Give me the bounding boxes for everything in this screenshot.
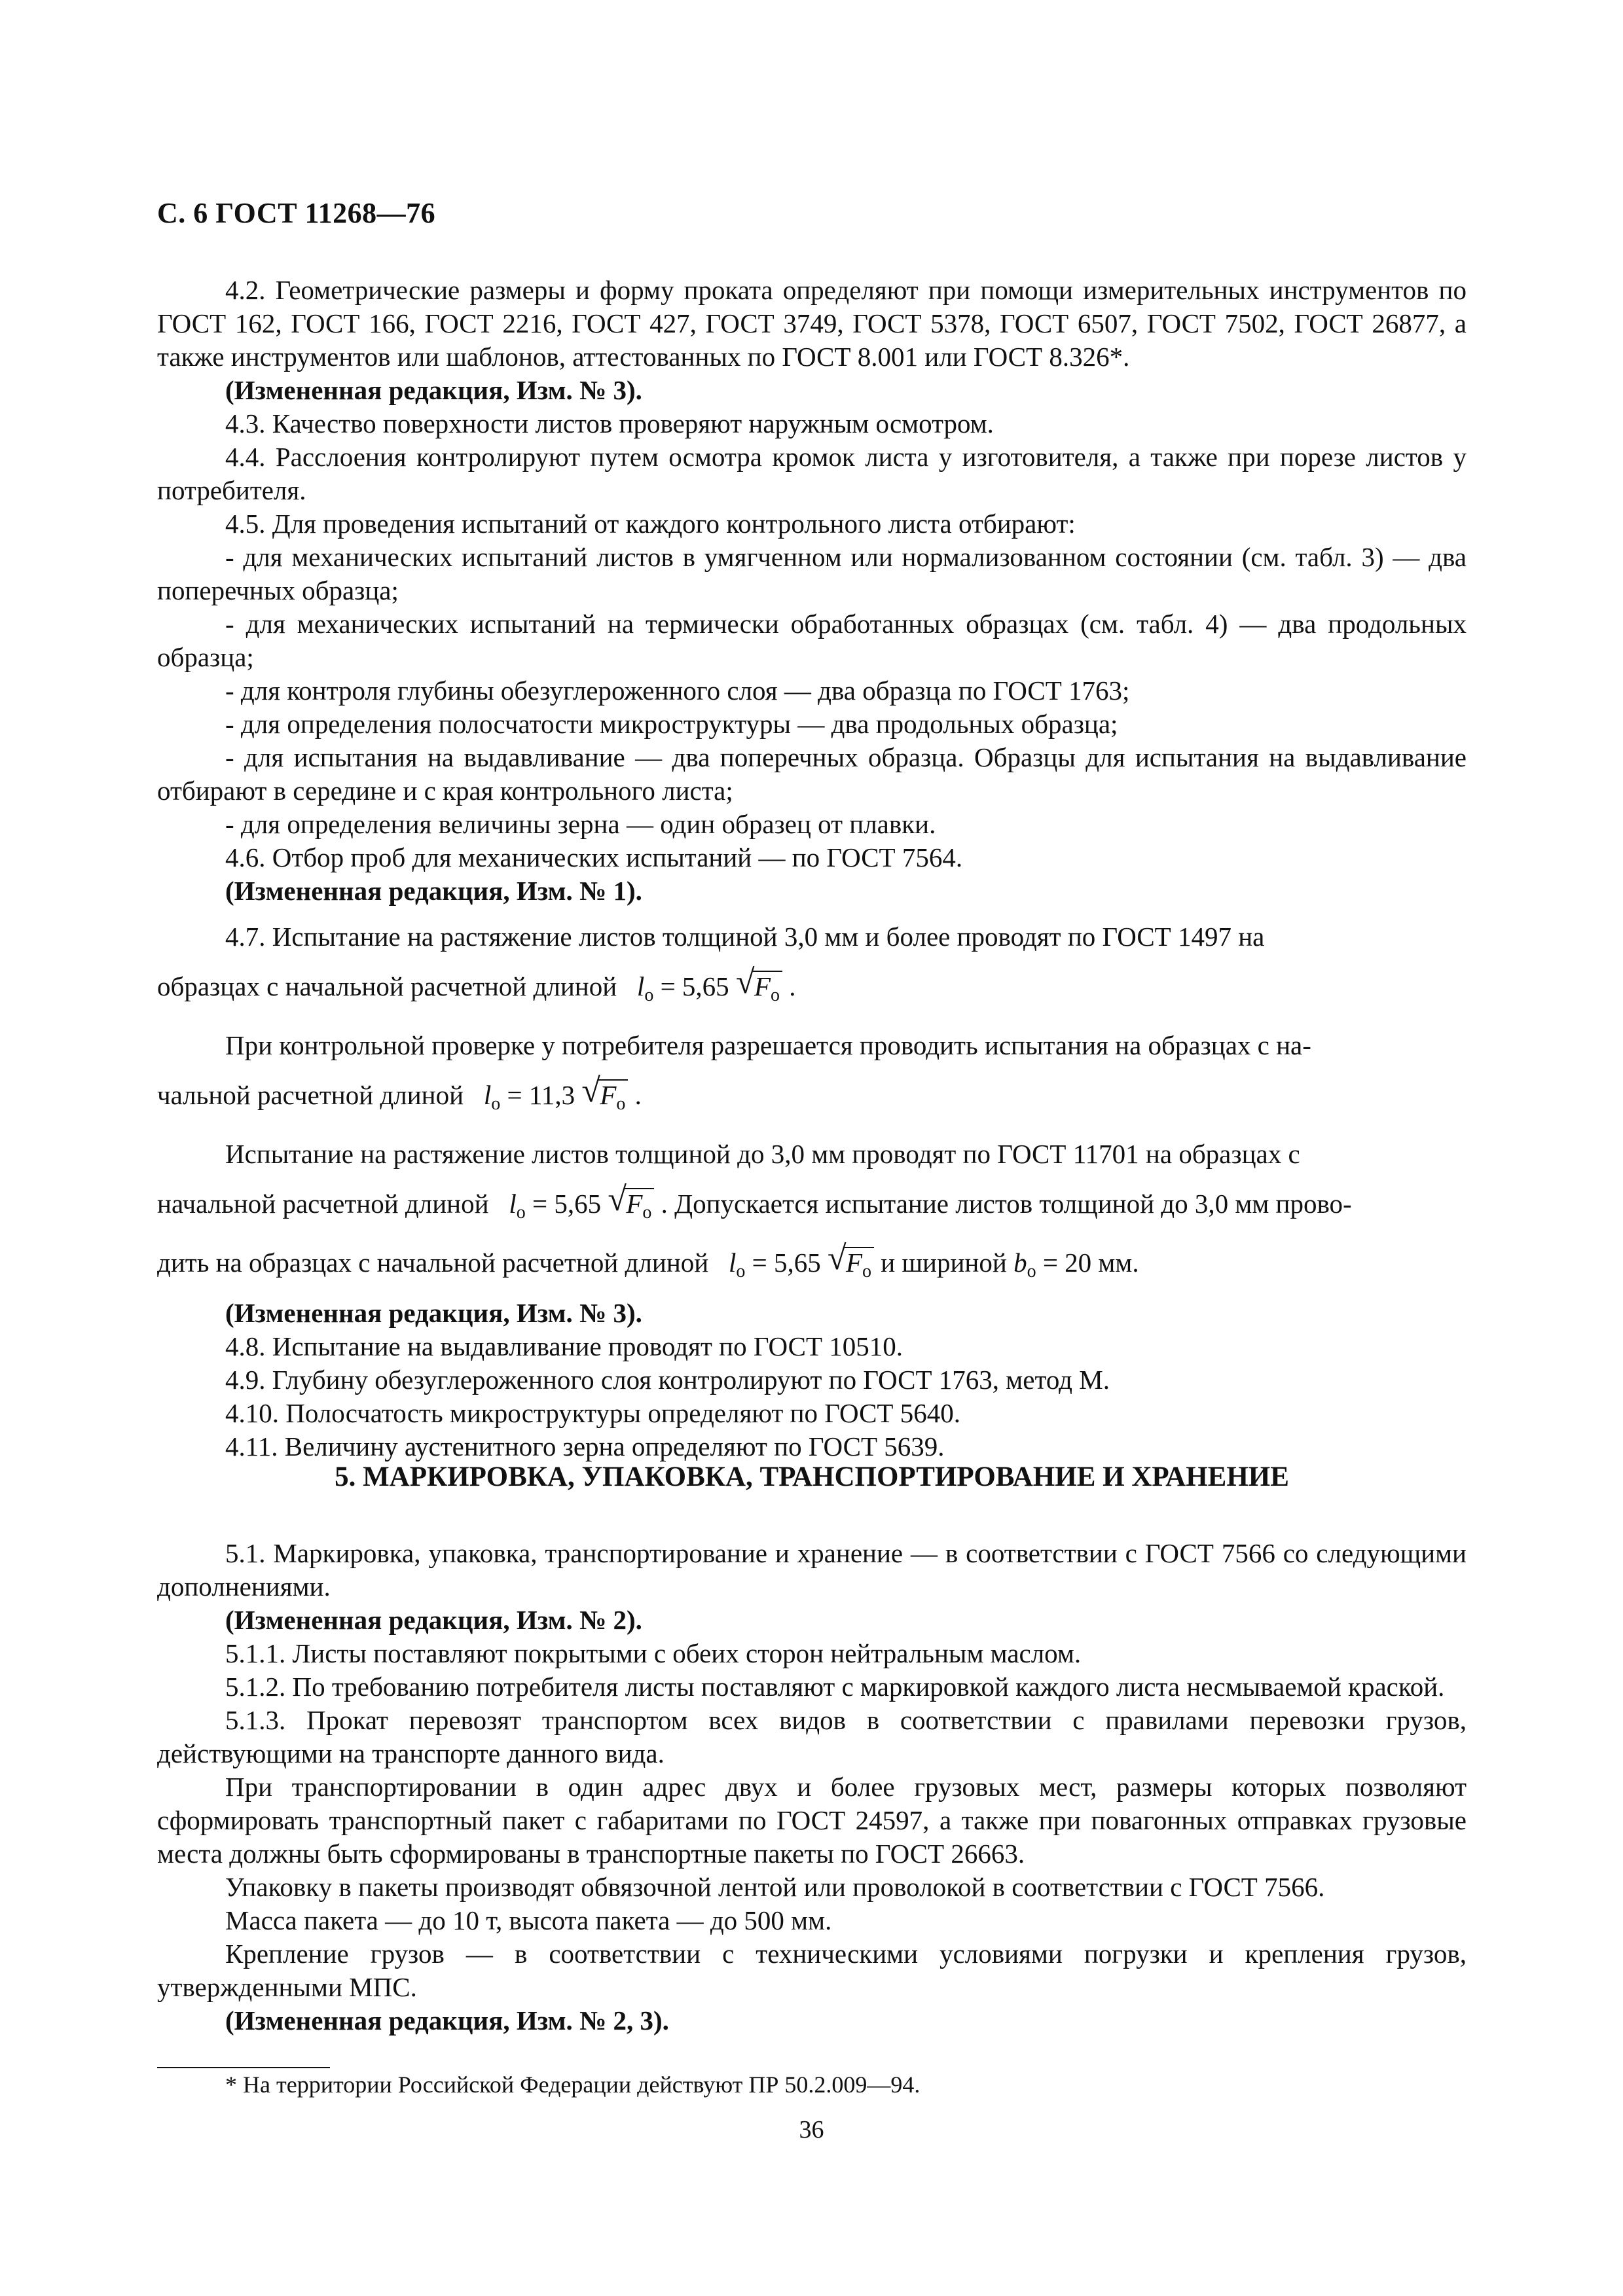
paragraph-5-1-1: 5.1.1. Листы поставляют покрытыми с обеих сторон нейтральным маслом. [225,1638,1082,1668]
formula-value: = 11,3 [500,1080,582,1110]
formula-symbol: F [845,1247,863,1278]
section-5-body [157,1537,1467,2037]
formula-symbol: F [626,1189,643,1219]
formula-symbol: F [754,971,771,1001]
list-item: - для определения полосчатости микроструктуры — два продольных образца; [225,709,1118,739]
formula-symbol: l [483,1080,492,1110]
paragraph-thin-sheets-formula [157,1179,1467,1238]
formula-symbol: l [509,1189,517,1219]
footnote: * На территории Российской Федерации действуют ПР 50.2.009—94. [225,2072,921,2098]
paragraph-thin-sheets: Испытание на растяжение листов толщиной до 3,0 мм проводят по ГОСТ 11701 на образцах с [225,1139,1300,1169]
formula-tail: . [628,1080,642,1110]
formula-value: = 5,65 [745,1247,828,1278]
paragraph-4-7-line-1: 4.7. Испытание на растяжение листов толщиной 3,0 мм и более проводят по ГОСТ 1497 на [225,922,1265,952]
paragraph-packing: Упаковку в пакеты производят обвязочной лентой или проволокой в соответствии с ГОСТ 7566. [225,1872,1325,1902]
formula-subscript: о [770,985,780,1005]
footnote-divider [157,2067,330,2068]
paragraph-4-5: 4.5. Для проведения испытаний от каждого контрольного листа отбирают: [225,509,1076,539]
formula-subscript: о [1027,1261,1036,1282]
formula-gauge-length [728,1240,1139,1282]
formula-gauge-length [509,1181,1352,1223]
formula-symbol: l [636,971,645,1001]
formula-value: = 20 мм. [1036,1247,1139,1278]
paragraph-control-check-formula [157,1070,1467,1129]
list-item: - для контроля глубины обезуглероженного слоя — два образца по ГОСТ 1763; [225,675,1130,706]
paragraph-5-1: 5.1. Маркировка, упаковка, транспортирование и хранение — в соответствии с ГОСТ 7566 со следующими дополнениями. [157,1538,1467,1602]
formula-subscript: о [616,1094,626,1114]
paragraph-4-3: 4.3. Качество поверхности листов проверяют наружным осмотром. [225,408,994,439]
sqrt-sign: √ $F_о$ [828,1238,874,1287]
formula-lead-text: образцах с начальной расчетной длиной [157,971,617,1001]
formula-lead-text: чальной расчетной длиной [157,1080,464,1110]
page-header: С. 6 ГОСТ 11268—76 [157,197,436,229]
formula-subscript: о [642,1202,652,1223]
formula-gauge-length [636,963,796,1005]
sqrt-sign: √ $F_о$ [581,1070,628,1120]
formula-tail: . Допускается испытание листов толщиной до 3,0 мм прово- [654,1189,1352,1219]
paragraph-5-1-2: 5.1.2. По требованию потребителя листы поставляют с маркировкой каждого листа несмываемой краской. [225,1672,1445,1702]
formula-lead-text: дить на образцах с начальной расчетной длиной [157,1247,709,1278]
formula-value: = 5,65 [525,1189,608,1219]
formula-symbol: b [1013,1247,1027,1278]
paragraph-4-7-line-2 [157,961,1467,1020]
formula-tail: . [782,971,796,1001]
formula-symbol: F [600,1080,617,1110]
list-item: - для испытания на выдавливание — два поперечных образца. Образцы для испытания на выдавливание отбирают в середине и с края контрольного листа; [157,742,1467,806]
paragraph-5-1-3: 5.1.3. Прокат перевозят транспортом всех видов в соответствии с правилами перевозки грузов, действующими на транспорте данного вида. [157,1705,1467,1768]
formula-subscript: о [516,1202,526,1223]
paragraph-4-10: 4.10. Полосчатость микроструктуры определяют по ГОСТ 5640. [225,1398,960,1428]
paragraph-4-6: 4.6. Отбор проб для механических испытаний — по ГОСТ 7564. [225,842,963,872]
paragraph-thin-sheets-formula-2 [157,1238,1467,1297]
page-number: 36 [799,2116,824,2144]
change-note: (Измененная редакция, Изм. № 2). [225,1605,642,1635]
list-item: - для определения величины зерна — один образец от плавки. [225,809,936,839]
formula-subscript: о [862,1261,872,1282]
section-5-heading: 5. МАРКИРОВКА, УПАКОВКА, ТРАНСПОРТИРОВАНИЕ И ХРАНЕНИЕ [335,1462,1289,1492]
paragraph-transport: При транспортировании в один адрес двух и более грузовых мест, размеры которых позволяют сформировать транспортный пакет с габаритами по ГОСТ 24597, а также при повагонных отправках грузовые места должны быть сформированы в транспортные пакеты по ГОСТ 26663. [157,1772,1467,1869]
section-4-body [157,274,1467,1463]
paragraph-4-8: 4.8. Испытание на выдавливание проводят по ГОСТ 10510. [225,1331,903,1361]
paragraph-4-2: 4.2. Геометрические размеры и форму проката определяют при помощи измерительных инструментов по ГОСТ 162, ГОСТ 166, ГОСТ 2216, ГОСТ 427, ГОСТ 3749, ГОСТ 5378, ГОСТ 6507, ГОСТ 7502, ГОСТ 26877, а также инструментов или шаблонов, аттестованных по ГОСТ 8.001 или ГОСТ 8.326*. [157,275,1467,372]
sqrt-sign: √ $F_о$ [736,961,782,1011]
paragraph-control-check: При контрольной проверке у потребителя разрешается проводить испытания на образцах с на- [225,1030,1311,1060]
paragraph-4-11: 4.11. Величину аустенитного зерна определяют по ГОСТ 5639. [225,1431,945,1462]
change-note: (Измененная редакция, Изм. № 3). [225,1298,642,1328]
formula-tail: и шириной [874,1247,1014,1278]
paragraph-fixing: Крепление грузов — в соответствии с техническими условиями погрузки и крепления грузов, утвержденными МПС. [157,1939,1467,2002]
change-note: (Измененная редакция, Изм. № 1). [225,876,642,906]
change-note: (Измененная редакция, Изм. № 3). [225,375,642,405]
formula-subscript: о [491,1094,501,1114]
paragraph-4-4: 4.4. Расслоения контролируют путем осмотра кромок листа у изготовителя, а также при порезе листов у потребителя. [157,442,1467,505]
sqrt-sign: √ $F_о$ [608,1179,654,1229]
paragraph-4-9: 4.9. Глубину обезуглероженного слоя контролируют по ГОСТ 1763, метод М. [225,1365,1110,1395]
paragraph-mass: Масса пакета — до 10 т, высота пакета — до 500 мм. [225,1905,832,1935]
list-item: - для механических испытаний листов в умягченном или нормализованном состоянии (см. табл. 3) — два поперечных образца; [157,542,1467,605]
formula-gauge-length [483,1072,642,1114]
formula-value: = 5,65 [653,971,736,1001]
formula-subscript: о [644,985,654,1005]
formula-symbol: l [728,1247,737,1278]
formula-subscript: о [736,1261,746,1282]
list-item: - для механических испытаний на термически обработанных образцах (см. табл. 4) — два продольных образца; [157,609,1467,672]
formula-lead-text: начальной расчетной длиной [157,1189,489,1219]
change-note: (Измененная редакция, Изм. № 2, 3). [225,2005,669,2036]
